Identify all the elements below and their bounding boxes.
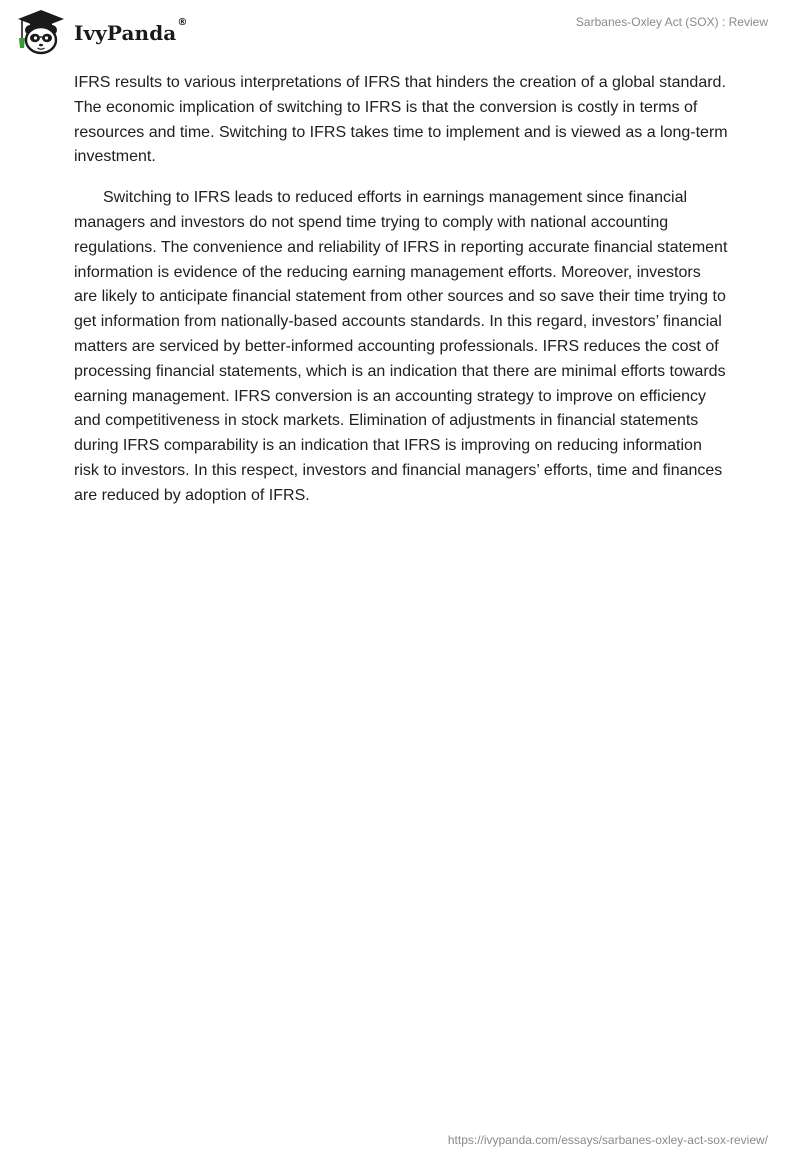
paragraph: Switching to IFRS leads to reduced efforts in earnings management since financial managers and investors do not spend time trying to comply with national accounting regulations. The convenience and reliability of IFRS in reporting accurate financial statement information is evidence of the reducing earning management efforts. Moreover, investors are likely to anticipate financial statement from other sources and so save their time trying to get information from nationally-based accounts standards. In this regard, investors’ financial matters are serviced by better-informed accounting professionals. IFRS reduces the cost of processing financial statements, which is an indication that there are minimal efforts towards earning management. IFRS conversion is an accounting strategy to improve on efficiency and competitiveness in stock markets. Elimination of adjustments in financial statements during IFRS comparability is an indication that IFRS is improving on reducing information risk to investors. In this respect, investors and financial managers’ efforts, time and finances are reduced by adoption of IFRS.	[74, 189, 728, 504]
ivypanda-logo[interactable]	[14, 8, 187, 56]
panda-graduate-icon	[14, 8, 68, 56]
paragraph: IFRS results to various interpretations of IFRS that hinders the creation of a global standard. The economic implication of switching to IFRS is that the conversion is costly in terms of resources and time. Switching to IFRS takes time to implement and is viewed as a long-term investment.	[74, 74, 728, 166]
page-header	[0, 0, 800, 64]
registered-mark: ®	[177, 17, 188, 28]
source-url[interactable]: https://ivypanda.com/essays/sarbanes-oxley-act-sox-review/	[447, 1133, 768, 1147]
brand-name: IvyPanda®	[74, 17, 188, 45]
essay-body	[74, 71, 728, 525]
document-title: Sarbanes-Oxley Act (SOX) : Review	[575, 15, 768, 29]
